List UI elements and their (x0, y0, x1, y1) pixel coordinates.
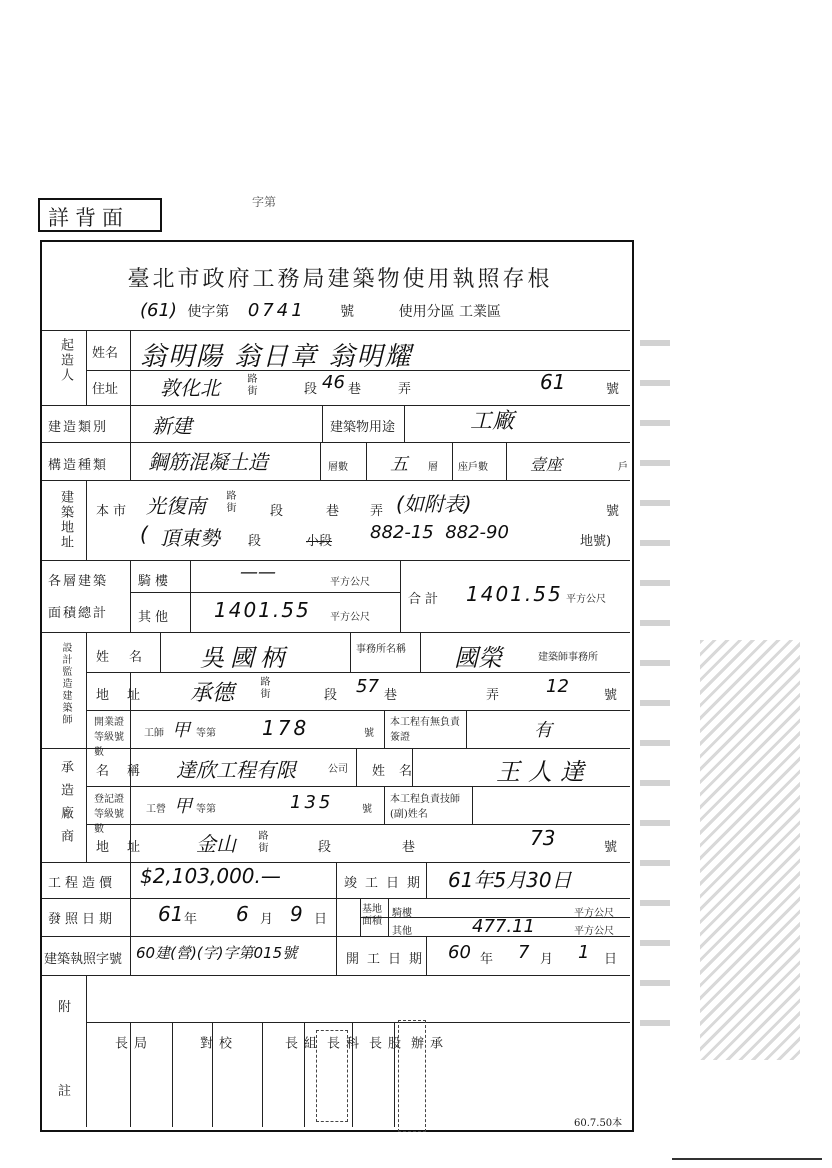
architect-num-label: 號 (604, 688, 618, 703)
builder-duan-label: 段 (304, 382, 318, 397)
scan-artifact (640, 340, 670, 1040)
structure-label: 構造種類 (48, 458, 109, 473)
notes-label-1: 附 (58, 1000, 72, 1015)
site-attach: (如附表) (396, 492, 472, 516)
land-section: 頂東勢 (160, 526, 220, 550)
contractor-name-suffix: 公司 (328, 764, 348, 775)
contractor-num-label: 號 (604, 840, 618, 855)
build-use-value: 工廠 (470, 409, 515, 434)
builder-number-value: 61 (540, 370, 566, 394)
architect-addr-label: 地址 (96, 688, 159, 703)
rule (420, 632, 421, 672)
base-arcade-label: 騎樓 (392, 908, 412, 919)
architect-signed-label: 本工程有無負責簽證 (390, 717, 460, 743)
builder-number-label: 號 (606, 382, 620, 397)
rule (322, 405, 323, 442)
rule (42, 975, 630, 976)
builder-label: 起造人 (58, 338, 73, 383)
architect-alley-label: 弄 (486, 688, 500, 703)
rule (336, 862, 337, 975)
architect-num-value: 12 (546, 676, 569, 697)
rule (452, 442, 453, 480)
zone-value: 工業區 (459, 304, 502, 320)
complete-value: 61年5月30日 (448, 868, 572, 892)
base-other-value: 477.11 (472, 916, 535, 937)
units-value: 壹座 (530, 455, 563, 474)
architect-office-suffix: 建築師事務所 (538, 652, 598, 663)
contractor-reg-label: 登記證等級號數 (94, 794, 124, 835)
floors-unit: 層 (428, 462, 438, 473)
contractor-tech-label: 本工程負責技師(副)姓名 (390, 794, 460, 820)
issue-day-label: 日 (314, 912, 328, 927)
site-lane-label: 巷 (326, 504, 340, 519)
area-arcade-unit: 平方公尺 (330, 577, 370, 588)
scan-artifact (700, 640, 800, 1060)
rule (350, 632, 351, 672)
land-struck: 小段 (306, 534, 333, 549)
land-paren: ( (140, 522, 148, 546)
permit-suffix: 號 (340, 304, 355, 320)
rule (404, 405, 405, 442)
architect-office-value: 國榮 (454, 644, 502, 672)
issue-year: 61 (158, 902, 184, 926)
issue-month-label: 月 (260, 912, 274, 927)
rule (366, 442, 367, 480)
rule (86, 330, 87, 405)
header-box-text: 詳背面 (48, 206, 129, 230)
rule (506, 442, 507, 480)
approval-unit-chief: 股長 (366, 1036, 400, 1099)
issue-month: 6 (236, 902, 249, 926)
rule (86, 975, 87, 1127)
architect-license-suffix: 號 (364, 728, 374, 739)
approval-handler: 承辦 (408, 1036, 442, 1099)
architect-name-value: 吳國柄 (200, 644, 290, 672)
floors-value: 五 (390, 454, 408, 475)
contractor-duan-label: 段 (318, 840, 332, 855)
start-month: 7 (518, 942, 530, 963)
rule (130, 592, 400, 593)
notes-label-2: 註 (58, 1084, 72, 1099)
build-type-label: 建造類別 (48, 420, 109, 435)
cost-label: 工程造價 (48, 876, 117, 891)
architect-road-label: 路街 (258, 676, 269, 700)
rule (86, 632, 87, 862)
units-unit: 戶 (618, 462, 628, 473)
architect-addr-road: 承德 (190, 681, 235, 706)
cost-value: $2,103,000.— (140, 864, 281, 888)
permit-year: (61) (140, 300, 177, 321)
rule (320, 442, 321, 480)
rule (42, 632, 630, 633)
form-title: 臺北市政府工務局建築物使用執照存根 (127, 267, 553, 292)
signature-stamp (398, 1020, 426, 1132)
structure-value: 鋼筋混凝土造 (148, 450, 268, 474)
base-other-unit: 平方公尺 (574, 926, 614, 937)
permit-prefix: 使字第 (187, 304, 230, 320)
rule (130, 330, 131, 405)
contractor-alley-value: 73 (530, 826, 556, 850)
complete-label: 竣工日期 (344, 876, 429, 891)
site-num-label: 號 (606, 504, 620, 519)
rule (360, 898, 361, 936)
site-alley-label: 弄 (370, 504, 384, 519)
rule (472, 786, 473, 824)
area-other-label: 其他 (138, 610, 173, 625)
permit-value: 60建(營)(字)字第015號 (136, 944, 298, 962)
start-year: 60 (448, 942, 471, 963)
contractor-name-label: 名稱 (96, 764, 159, 779)
architect-license-prefix: 工師 (144, 728, 164, 739)
rule (86, 824, 630, 825)
architect-license-mid: 等第 (196, 728, 216, 739)
issue-label: 發照日期 (48, 912, 117, 927)
area-total-label: 合計 (408, 592, 443, 607)
builder-addr-road: 敦化北 (160, 376, 220, 400)
contractor-reg-grade: 甲 (174, 796, 192, 817)
architect-signed-value: 有 (534, 720, 552, 741)
build-type-value: 新建 (152, 414, 192, 438)
area-other-unit: 平方公尺 (330, 612, 370, 623)
architect-lane-value: 57 (356, 676, 379, 697)
rule (130, 862, 131, 975)
area-total-value: 1401.55 (466, 582, 563, 606)
contractor-name-value: 達欣工程有限 (176, 758, 296, 782)
rule (388, 898, 389, 936)
issue-day: 9 (290, 902, 303, 926)
rule (86, 480, 87, 560)
rule (86, 710, 630, 711)
contractor-reg-prefix: 工營 (146, 804, 166, 815)
area-label-2: 面積總計 (48, 606, 109, 621)
architect-duan-label: 段 (324, 688, 338, 703)
area-other-value: 1401.55 (214, 598, 311, 622)
header-box (38, 198, 162, 232)
land-numbers: 882-15 882-90 (370, 522, 509, 543)
start-label: 開工日期 (346, 952, 431, 967)
signature-stamp (316, 1030, 348, 1122)
rule (384, 710, 385, 748)
floors-label: 層數 (328, 462, 348, 473)
rule (400, 560, 401, 632)
contractor-reg-num: 135 (290, 792, 334, 813)
architect-license-grade: 甲 (172, 720, 190, 741)
base-other-label: 其他 (392, 926, 412, 937)
builder-alley-label: 弄 (398, 382, 412, 397)
top-stamp: 字第 (252, 195, 277, 209)
contractor-label: 承造廠商 (58, 760, 73, 852)
site-duan-label: 段 (270, 504, 284, 519)
rule (86, 1022, 630, 1023)
area-label-1: 各層建築 (48, 574, 109, 589)
land-duan: 段 (248, 534, 262, 549)
start-day: 1 (578, 942, 590, 963)
contractor-reg-suffix: 號 (362, 804, 372, 815)
architect-license-num: 178 (262, 716, 310, 740)
site-label: 建築地址 (58, 490, 73, 550)
architect-license-label: 開業證等級號數 (94, 717, 124, 758)
area-total-unit: 平方公尺 (566, 594, 606, 605)
contractor-reg-mid: 等第 (196, 804, 216, 815)
area-arcade-label: 騎樓 (138, 574, 173, 589)
contractor-person-label: 姓名 (372, 764, 427, 779)
approval-director: 局長 (112, 1036, 146, 1099)
rule (42, 480, 630, 481)
permit-number-line (140, 300, 501, 321)
architect-name-label: 姓名 (96, 650, 163, 665)
start-month-label: 月 (540, 952, 554, 967)
site-city-label: 本市 (96, 504, 131, 519)
architect-lane-label: 巷 (384, 688, 398, 703)
permit-number: 0741 (247, 300, 306, 321)
area-arcade-value: —— (240, 562, 276, 583)
rule (190, 560, 191, 632)
builder-lane-value: 46 (322, 372, 345, 393)
rule (356, 748, 357, 786)
builder-addr-label: 住址 (92, 382, 119, 397)
footer-print-code: 60.7.50本 (574, 1118, 623, 1129)
land-suffix: 地號) (580, 534, 612, 549)
rule (262, 1022, 263, 1127)
approval-proofread: 校對 (197, 1036, 231, 1099)
builder-name-label: 姓名 (92, 346, 119, 361)
base-arcade-unit: 平方公尺 (574, 908, 614, 919)
contractor-road-label: 路街 (256, 830, 267, 854)
builder-road-label: 路街 (245, 373, 256, 397)
rule (172, 1022, 173, 1127)
permit-label: 建築執照字號 (44, 952, 123, 967)
rule (130, 560, 131, 632)
units-label: 座戶數 (458, 462, 488, 473)
builder-names: 翁明陽 翁日章 翁明耀 (140, 342, 413, 372)
architect-label: 設計監造建築師 (60, 642, 71, 726)
base-area-label: 基地面積 (362, 904, 382, 927)
contractor-addr-road: 金山 (196, 832, 236, 856)
build-use-label: 建築物用途 (330, 420, 396, 435)
rule (86, 672, 630, 673)
site-road-value: 光復南 (146, 494, 206, 518)
scan-artifact (672, 1158, 822, 1160)
site-road-label: 路街 (224, 490, 235, 514)
rule (466, 710, 467, 748)
issue-year-label: 年 (184, 912, 198, 927)
start-day-label: 日 (604, 952, 618, 967)
rule (130, 405, 131, 480)
rule (384, 786, 385, 824)
contractor-person-value: 王人達 (496, 758, 592, 786)
approval-division-chief: 科長 (324, 1036, 358, 1099)
architect-office-label: 事務所名稱 (356, 644, 406, 655)
contractor-lane-label: 巷 (402, 840, 416, 855)
start-year-label: 年 (480, 952, 494, 967)
approval-section-chief: 組長 (282, 1036, 316, 1099)
zone-label: 使用分區 (398, 304, 455, 320)
contractor-addr-label: 地址 (96, 840, 159, 855)
builder-lane-label: 巷 (348, 382, 362, 397)
